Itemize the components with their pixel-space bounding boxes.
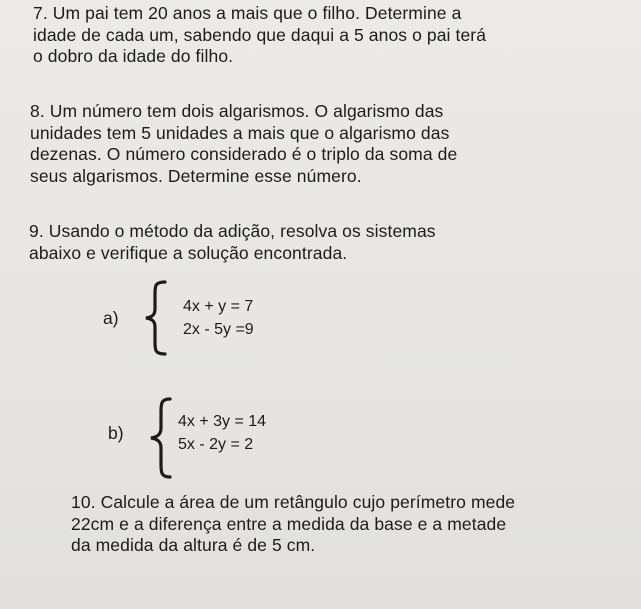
system-b-equation-2: 5x - 2y = 2 bbox=[178, 436, 254, 453]
question-8-line: unidades tem 5 unidades a mais que o algarismo das bbox=[30, 122, 450, 143]
question-7-line: 7. Um pai tem 20 anos a mais que o filho. Determine a bbox=[33, 3, 462, 23]
question-7-line: o dobro da idade do filho. bbox=[33, 46, 234, 66]
question-8-line: dezenas. O número considerado é o triplo da soma de bbox=[30, 144, 458, 164]
question-9-line: abaixo e verifique a solução encontrada. bbox=[29, 242, 348, 263]
question-9 bbox=[29, 221, 629, 264]
question-8-line: seus algarismos. Determine esse número. bbox=[30, 165, 362, 186]
system-b-equation-1: 4x + 3y = 14 bbox=[178, 413, 267, 430]
question-8-line: 8. Um número tem dois algarismos. O algarismo das bbox=[30, 101, 444, 121]
system-a-equation-1: 4x + y = 7 bbox=[183, 298, 254, 315]
curly-brace-icon bbox=[141, 278, 171, 358]
question-7 bbox=[33, 3, 629, 68]
question-8 bbox=[30, 101, 630, 187]
question-7-line: idade de cada um, sabendo que daqui a 5 anos o pai terá bbox=[33, 24, 487, 45]
question-10-line: 22cm e a diferença entre a medida da base e a metade bbox=[71, 513, 507, 534]
system-b-label: b) bbox=[108, 423, 124, 443]
system-a-equation-2: 2x - 5y =9 bbox=[183, 321, 254, 338]
question-9-line: 9. Usando o método da adição, resolva os sistemas bbox=[29, 221, 436, 241]
question-10-line: 10. Calcule a área de um retângulo cujo perímetro mede bbox=[71, 492, 516, 512]
system-a-label: a) bbox=[103, 308, 119, 328]
curly-brace-icon bbox=[146, 395, 176, 481]
question-10 bbox=[71, 492, 631, 557]
question-10-line: da medida da altura é de 5 cm. bbox=[71, 535, 316, 555]
